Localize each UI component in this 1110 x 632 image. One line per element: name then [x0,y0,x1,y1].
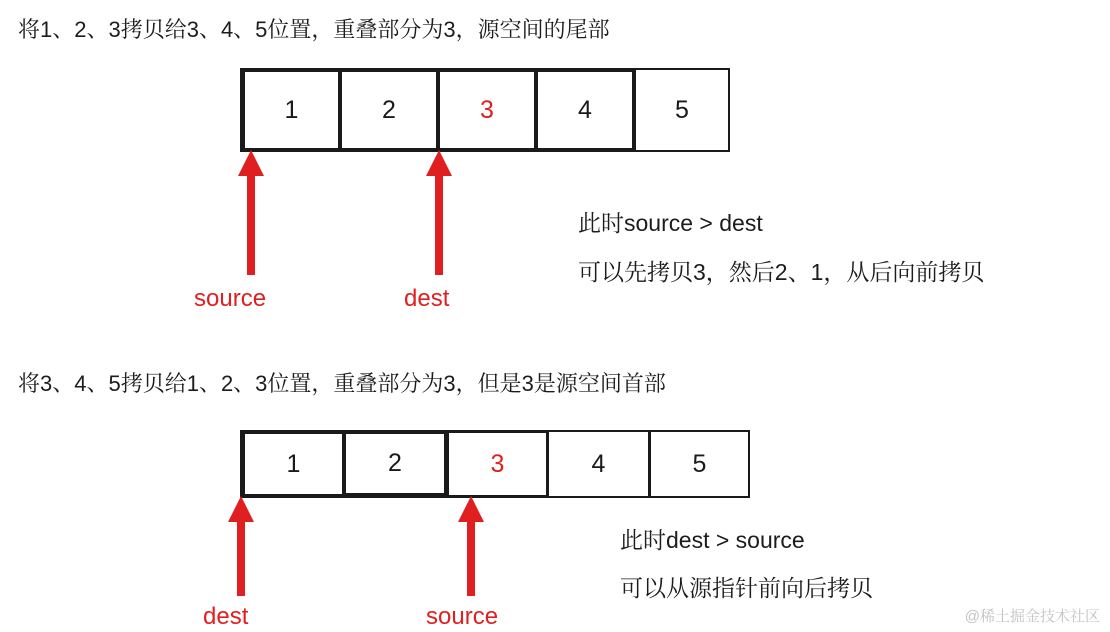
dest-arrow-top [426,150,452,275]
top-note-2: 可以先拷贝3，然后2、1，从后向前拷贝 [578,259,985,285]
top-array [240,68,730,152]
array-cell: 1 [240,430,342,498]
dest-label-top: dest [404,285,450,312]
watermark: @稀土掘金技术社区 [964,608,1100,625]
top-note-1: 此时source > dest [578,210,763,236]
source-arrow-bottom [458,496,484,596]
dest-label-bottom: dest [203,603,249,630]
array-cell: 5 [632,68,730,152]
bottom-case-title: 将3、4、5拷贝给1、2、3位置，重叠部分为3，但是3是源空间首部 [18,371,666,396]
array-cell: 1 [240,68,338,152]
bottom-note-1: 此时dest > source [620,527,805,553]
source-arrow-top [238,150,264,275]
bottom-note-2: 可以从源指针前向后拷贝 [620,575,873,601]
array-cell: 5 [648,430,750,498]
array-cell: 3 [436,68,534,152]
bottom-array [240,430,750,498]
source-label-top: source [194,285,267,312]
array-cell: 3 [444,430,546,498]
array-cell: 2 [342,430,444,498]
array-cell: 4 [546,430,648,498]
source-label-bottom: source [426,603,499,630]
top-case-title: 将1、2、3拷贝给3、4、5位置，重叠部分为3，源空间的尾部 [18,17,610,42]
dest-arrow-bottom [228,496,254,596]
array-cell: 4 [534,68,632,152]
array-cell: 2 [338,68,436,152]
